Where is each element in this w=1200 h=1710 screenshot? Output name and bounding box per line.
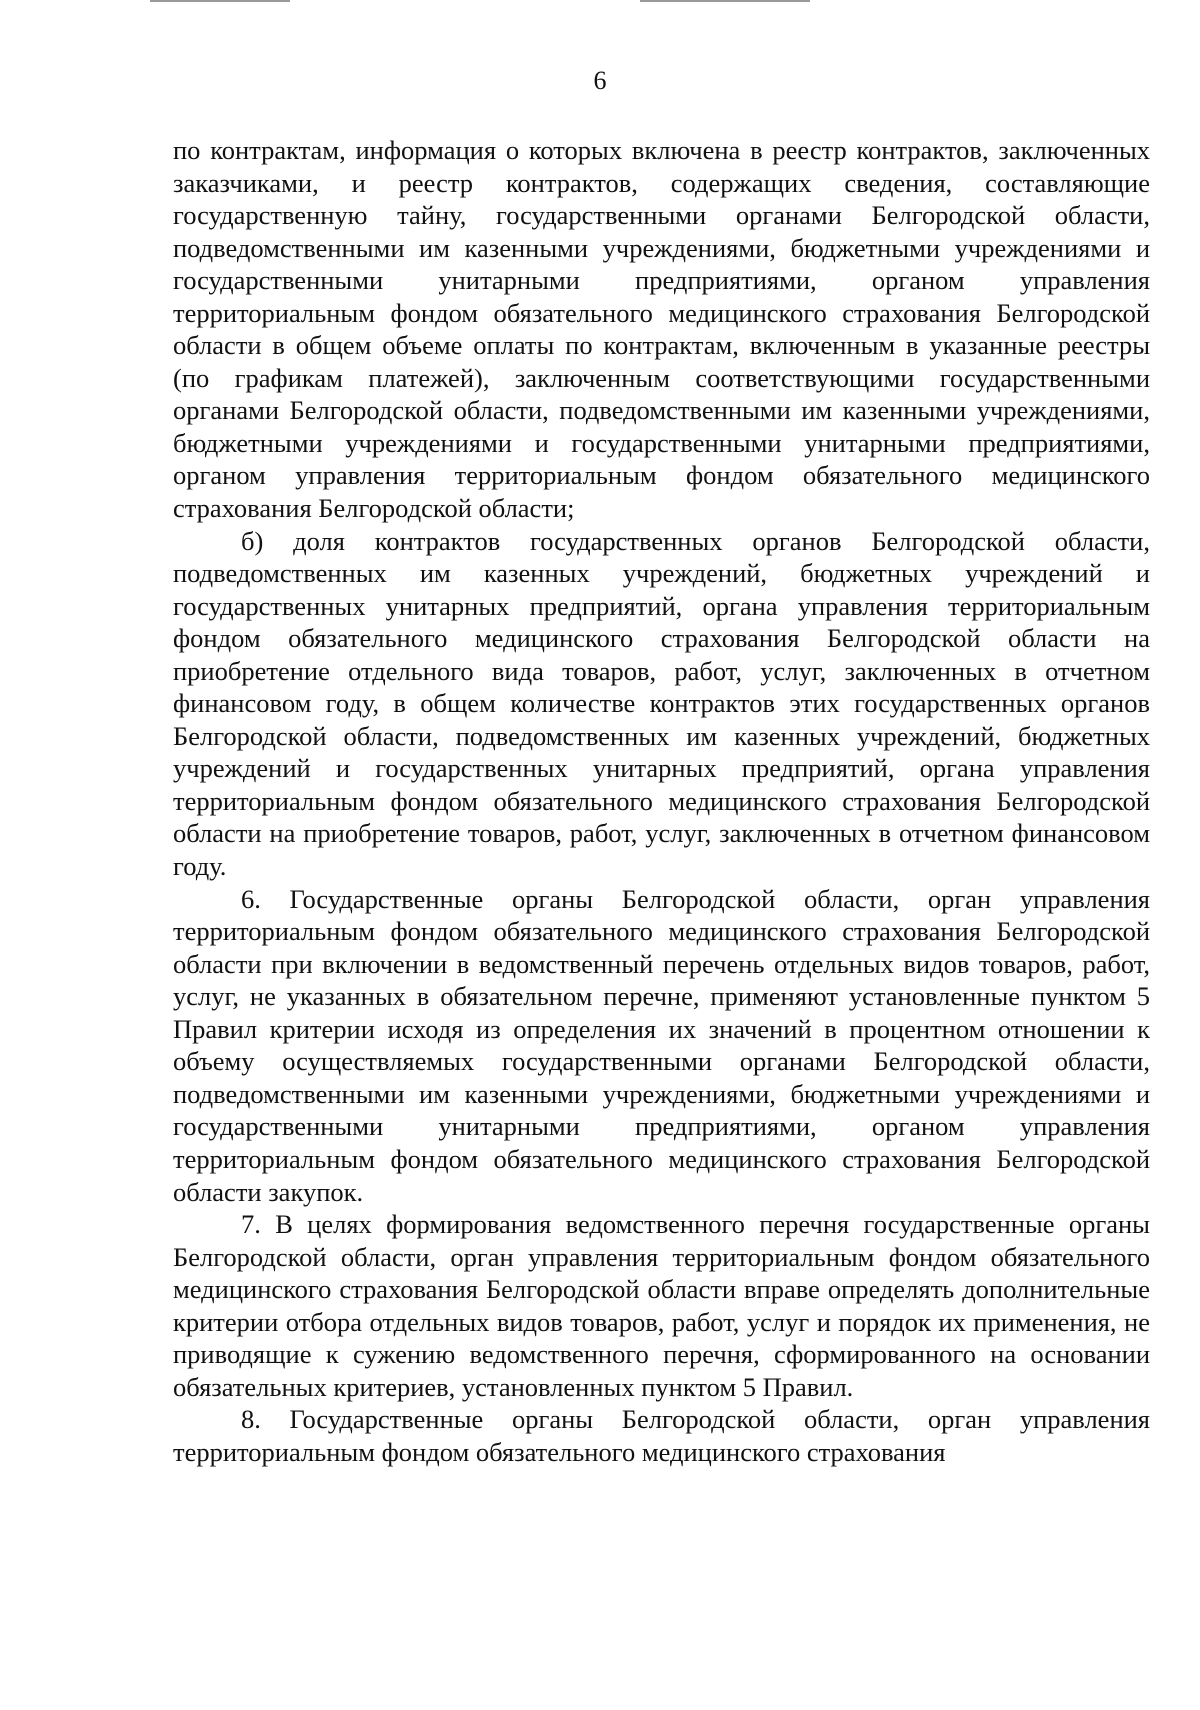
paragraph-continuation: по контрактам, информация о которых включена в реестр контрактов, заключенных заказчиками, и реестр контрактов, содержащих сведения, составляющие государственную тайну, государственными органами Белгородской области, подведомственными им казенными учреждениями, бюджетными учреждениями и государственными унитарными предприятиями, органом управления территориальным фондом обязательного медицинского страхования Белгородской области в общем объеме оплаты по контрактам, включенным в указанные реестры (по графикам платежей), заключенным соответствующими государственными органами Белгородской области, подведомственными им казенными учреждениями, бюджетными учреждениями и государственными унитарными предприятиями, органом управления территориальным фондом обязательного медицинского страхования Белгородской области; — [173, 135, 1150, 524]
paragraph-item-8: 8. Государственные органы Белгородской области, орган управления территориальным фондом обязательного медицинского страхования — [173, 1404, 1150, 1467]
page-number: 6 — [593, 66, 607, 95]
paragraph-item-7: 7. В целях формирования ведомственного перечня государственные органы Белгородской области, орган управления территориальным фондом обязательного медицинского страхования Белгородской области вправе определять дополнительные критерии отбора отдельных видов товаров, работ, услуг и порядок их применения, не приводящие к сужению ведомственного перечня, сформированного на основании обязательных критериев, установленных пунктом 5 Правил. — [173, 1209, 1150, 1402]
paragraph-item-b: б) доля контрактов государственных органов Белгородской области, подведомственных им казенных учреждений, бюджетных учреждений и государственных унитарных предприятий, органа управления территориальным фондом обязательного медицинского страхования Белгородской области на приобретение отдельного вида товаров, работ, услуг, заключенных в отчетном финансовом году, в общем количестве контрактов этих государственных органов Белгородской области, подведомственных им казенных учреждений, бюджетных учреждений и государственных унитарных предприятий, органа управления территориальным фондом обязательного медицинского страхования Белгородской области на приобретение товаров, работ, услуг, заключенных в отчетном финансовом году. — [173, 525, 1150, 882]
scan-edge-mark-right — [640, 0, 810, 2]
document-body — [173, 134, 1150, 1468]
paragraph-item-6: 6. Государственные органы Белгородской области, орган управления территориальным фондом обязательного медицинского страхования Белгородской области при включении в ведомственный перечень отдельных видов товаров, работ, услуг, не указанных в обязательном перечне, применяют установленные пунктом 5 Правил критерии исходя из определения их значений в процентном отношении к объему осуществляемых государственными органами Белгородской области, подведомственными им казенными учреждениями, бюджетными учреждениями и государственными унитарными предприятиями, органом управления территориальным фондом обязательного медицинского страхования Белгородской области закупок. — [173, 883, 1150, 1207]
scan-edge-mark-left — [150, 0, 290, 2]
